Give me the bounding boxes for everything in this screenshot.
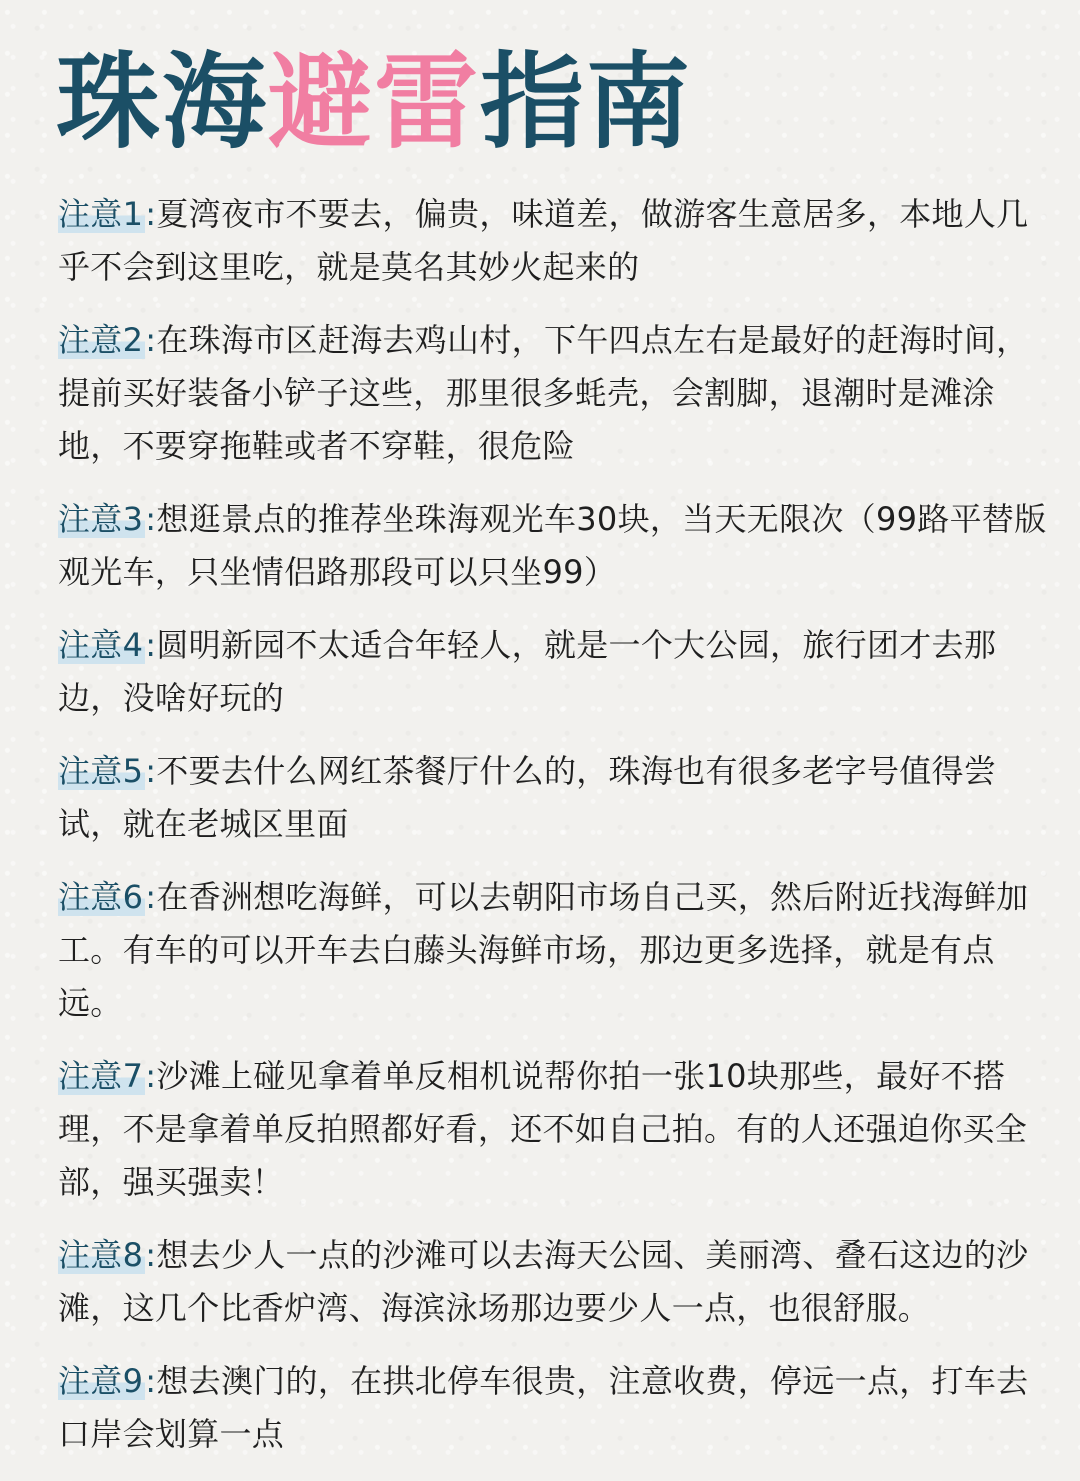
note-label: 注意2 <box>58 321 144 359</box>
note-item-5: 注意5:不要去什么网红茶餐厅什么的，珠海也有很多老字号值得尝试，就在老城区里面 <box>58 752 997 843</box>
note-item-2: 注意2:在珠海市区赶海去鸡山村，下午四点左右是最好的赶海时间，提前买好装备小铲子这些，那里很多蚝壳，会割脚，退潮时是滩涂地，不要穿拖鞋或者不穿鞋，很危险 <box>58 321 1029 465</box>
note-item-6: 注意6:在香洲想吃海鲜，可以去朝阳市场自己买，然后附近找海鲜加工。有车的可以开车去白藤头海鲜市场，那边更多选择，就是有点远。 <box>58 878 1029 1022</box>
note-text: 沙滩上碰见拿着单反相机说帮你拍一张10块那些，最好不搭理，不是拿着单反拍照都好看，还不如自己拍。有的人还强迫你买全部，强买强卖！ <box>58 1057 1028 1201</box>
note-label: 注意3 <box>58 500 144 538</box>
note-label: 注意4 <box>58 626 144 664</box>
title-part-zhuhai: 珠海 <box>56 41 269 163</box>
page-title <box>56 41 693 163</box>
note-text: 想去少人一点的沙滩可以去海天公园、美丽湾、叠石这边的沙滩，这几个比香炉湾、海滨泳场那边要少人一点，也很舒服。 <box>58 1236 1029 1327</box>
note-label: 注意9 <box>58 1362 144 1400</box>
note-item-8: 注意8:想去少人一点的沙滩可以去海天公园、美丽湾、叠石这边的沙滩，这几个比香炉湾、海滨泳场那边要少人一点，也很舒服。 <box>58 1236 1029 1327</box>
note-item-4: 注意4:圆明新园不太适合年轻人，就是一个大公园，旅行团才去那边，没啥好玩的 <box>58 626 997 717</box>
note-text: 想去澳门的，在拱北停车很贵，注意收费，停远一点，打车去口岸会划算一点 <box>58 1362 1029 1453</box>
note-item-9: 注意9:想去澳门的，在拱北停车很贵，注意收费，停远一点，打车去口岸会划算一点 <box>58 1362 1029 1453</box>
title-part-bilei: 避雷 <box>268 41 481 163</box>
note-text: 想逛景点的推荐坐珠海观光车30块，当天无限次（99路平替版观光车，只坐情侣路那段可以只坐99） <box>58 500 1047 591</box>
note-label: 注意8 <box>58 1236 144 1274</box>
note-item-7: 注意7:沙滩上碰见拿着单反相机说帮你拍一张10块那些，最好不搭理，不是拿着单反拍照都好看，还不如自己拍。有的人还强迫你买全部，强买强卖！ <box>58 1057 1028 1201</box>
note-text: 在香洲想吃海鲜，可以去朝阳市场自己买，然后附近找海鲜加工。有车的可以开车去白藤头海鲜市场，那边更多选择，就是有点远。 <box>58 878 1029 1022</box>
notes-list <box>58 188 1048 1481</box>
note-label: 注意5 <box>58 752 144 790</box>
note-text: 在珠海市区赶海去鸡山村，下午四点左右是最好的赶海时间，提前买好装备小铲子这些，那里很多蚝壳，会割脚，退潮时是滩涂地，不要穿拖鞋或者不穿鞋，很危险 <box>58 321 1029 465</box>
note-item-1: 注意1:夏湾夜市不要去，偏贵，味道差，做游客生意居多，本地人几乎不会到这里吃，就是莫名其妙火起来的 <box>58 195 1029 286</box>
note-text: 夏湾夜市不要去，偏贵，味道差，做游客生意居多，本地人几乎不会到这里吃，就是莫名其妙火起来的 <box>58 195 1029 286</box>
note-label: 注意6 <box>58 878 144 916</box>
note-text: 圆明新园不太适合年轻人，就是一个大公园，旅行团才去那边，没啥好玩的 <box>58 626 997 717</box>
note-label: 注意1 <box>58 195 144 233</box>
note-label: 注意7 <box>58 1057 144 1095</box>
title-part-zhinan: 指南 <box>480 41 693 163</box>
note-item-3: 注意3:想逛景点的推荐坐珠海观光车30块，当天无限次（99路平替版观光车，只坐情侣路那段可以只坐99） <box>58 500 1047 591</box>
note-text: 不要去什么网红茶餐厅什么的，珠海也有很多老字号值得尝试，就在老城区里面 <box>58 752 997 843</box>
